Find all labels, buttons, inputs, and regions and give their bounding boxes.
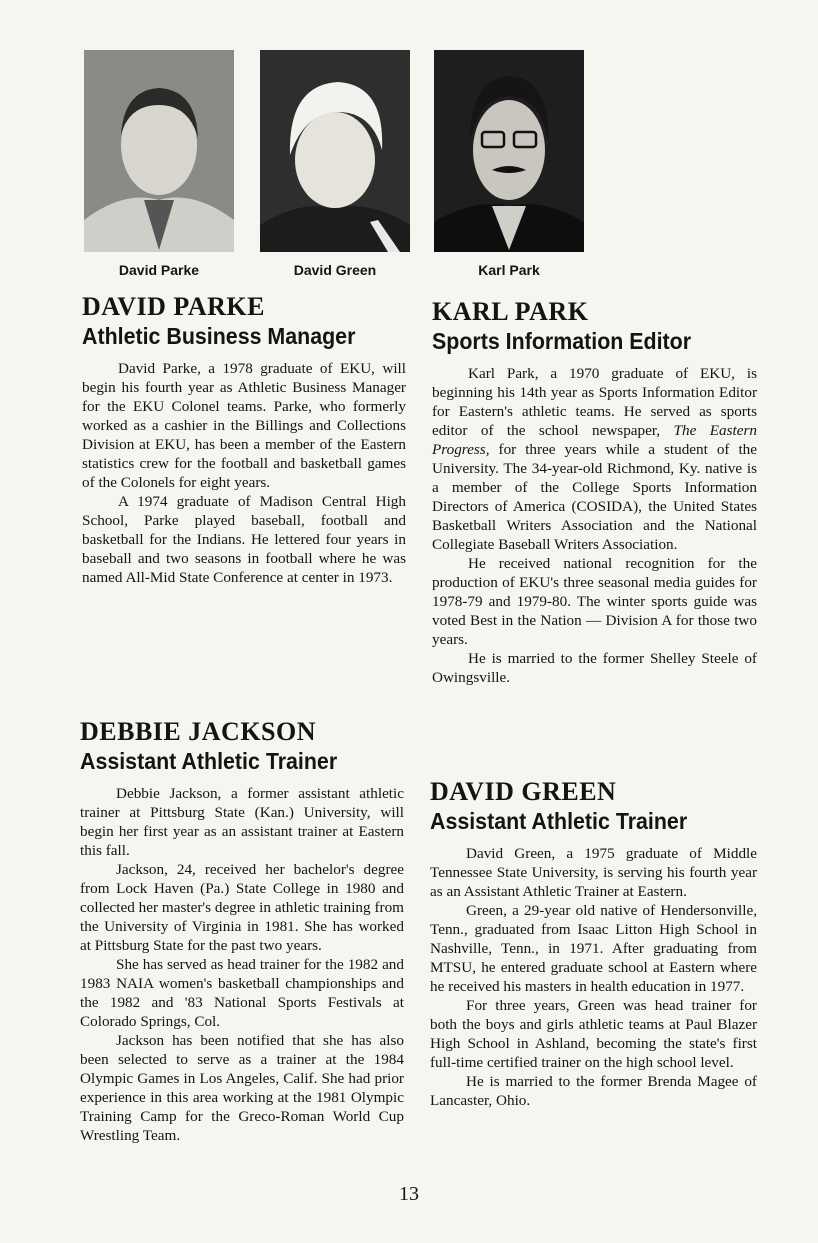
paragraph-text: for three years while a student of the University. The 34-year-old Richmond, Ky. native is a member of the College Sports Information Directors of America (COSIDA), the United States Basketball Writers Association and the National Collegiate Baseball Writers Association. bbox=[432, 441, 757, 553]
section-name: DAVID GREEN bbox=[430, 777, 617, 806]
section-title: Assistant Athletic Trainer bbox=[80, 748, 338, 774]
paragraph: Green, a 29-year old native of Hendersonville, Tenn., graduated from Isaac Litton High School in Nashville, Tenn., in 1971. After graduating from MTSU, he entered graduate school at Eastern where he received his masters in health education in 1977. bbox=[430, 902, 757, 995]
paragraph: She has served as head trainer for the 1982 and 1983 NAIA women's basketball championships and the 1982 and '83 National Sports Festivals at Colorado Springs, Col. bbox=[80, 956, 404, 1030]
section-debbie-jackson bbox=[80, 718, 404, 1145]
photo-caption-parke: David Parke bbox=[118, 262, 200, 278]
newspaper-title: The Eastern Progress, bbox=[432, 422, 757, 458]
section-karl-park bbox=[432, 298, 757, 687]
portrait-image bbox=[260, 50, 410, 252]
paragraph bbox=[432, 364, 757, 554]
photo-caption-park: Karl Park bbox=[478, 262, 540, 278]
section-name: DEBBIE JACKSON bbox=[80, 717, 316, 746]
paragraph: He is married to the former Shelley Steele of Owingsville. bbox=[432, 650, 757, 686]
paragraph: David Green, a 1975 graduate of Middle Tennessee State University, is serving his fourth year as an Assistant Athletic Trainer at Eastern. bbox=[430, 845, 757, 900]
section-title: Athletic Business Manager bbox=[82, 323, 356, 349]
paragraph: Debbie Jackson, a former assistant athletic trainer at Pittsburg State (Kan.) University, will begin her first year as an assistant trainer at Eastern this fall. bbox=[80, 785, 404, 859]
paragraph: David Parke, a 1978 graduate of EKU, will begin his fourth year as Athletic Business Manager for the EKU Colonel teams. Parke, who formerly worked as a cashier in the Billings and Collections Division at EKU, has been a member of the Eastern statistics crew for the football and basketball games of the Colonels for eight years. bbox=[82, 360, 406, 491]
photo-david-green bbox=[260, 50, 410, 252]
paragraph: For three years, Green was head trainer for both the boys and girls athletic teams at Paul Blazer High School in Ashland, becoming the state's first full-time certified trainer on the high school level. bbox=[430, 997, 757, 1071]
page-number: 13 bbox=[399, 1183, 419, 1205]
section-david-parke bbox=[82, 293, 406, 587]
photo-karl-park bbox=[434, 50, 584, 252]
section-title: Assistant Athletic Trainer bbox=[430, 808, 688, 834]
paragraph: Jackson has been notified that she has also been selected to serve as a trainer at the 1984 Olympic Games in Los Angeles, Calif. She had prior experience in this area working at the 1981 Olympic Training Camp for the Greco-Roman World Cup Wrestling Team. bbox=[80, 1032, 404, 1144]
section-name: KARL PARK bbox=[432, 297, 589, 326]
paragraph: He received national recognition for the production of EKU's three seasonal media guides for 1978-79 and 1979-80. The winter sports guide was voted Best in the Nation — Division A for those two years. bbox=[432, 555, 757, 648]
paragraph: A 1974 graduate of Madison Central High School, Parke played baseball, football and basketball for the Indians. He lettered four years in baseball and two seasons in football where he was named All-Mid State Conference at center in 1973. bbox=[82, 493, 406, 586]
photo-caption-green: David Green bbox=[293, 262, 377, 278]
paragraph-text: Karl Park, a 1970 graduate of EKU, is beginning his 14th year as Sports Information Editor for Eastern's athletic teams. He served as sports editor of the school newspaper, bbox=[432, 365, 757, 439]
section-david-green bbox=[430, 778, 757, 1110]
paragraph: Jackson, 24, received her bachelor's degree from Lock Haven (Pa.) State College in 1980 and collected her master's degree in athletic training from the University of Virginia in 1981. She has worked at Pittsburg State for the past two years. bbox=[80, 861, 404, 954]
section-title: Sports Information Editor bbox=[432, 328, 692, 354]
paragraph: He is married to the former Brenda Magee of Lancaster, Ohio. bbox=[430, 1073, 757, 1109]
section-name: DAVID PARKE bbox=[82, 292, 265, 321]
photo-david-parke bbox=[84, 50, 234, 252]
portrait-image bbox=[434, 50, 584, 252]
portrait-image bbox=[84, 50, 234, 252]
